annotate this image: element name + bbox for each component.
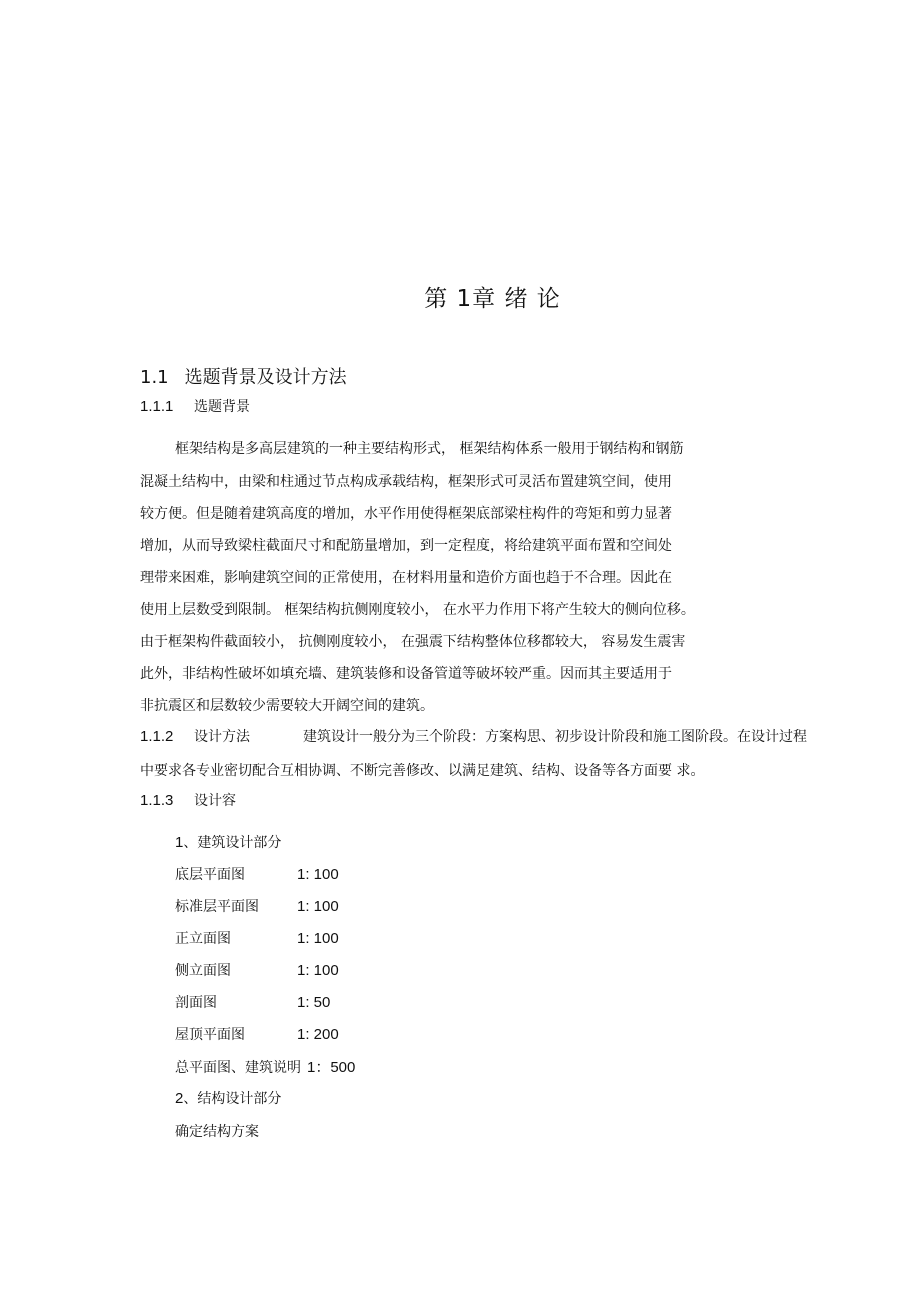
drawing-item <box>175 896 339 916</box>
site-plan-label: 总平面图、建筑说明 <box>175 1060 301 1076</box>
drawing-scale: 1: 100 <box>297 866 339 883</box>
chapter-title: 第 1章 绪 论 <box>424 286 561 312</box>
paragraph-line: 由于框架构件截面较小， 抗侧刚度较小， 在强震下结构整体位移都较大， 容易发生震害 <box>140 634 686 650</box>
drawing-scale: 1: 100 <box>297 930 339 947</box>
structure-part-number: 2 <box>175 1090 184 1107</box>
paragraph-line: 理带来困难，影响建筑空间的正常使用，在材料用量和造价方面也趋于不合理。因此在 <box>140 570 672 586</box>
drawing-scale: 1: 200 <box>297 1026 339 1043</box>
drawing-name: 剖面图 <box>175 995 217 1011</box>
section-1-1-1-number: 1.1.1 <box>140 398 174 415</box>
drawing-scale: 1: 50 <box>297 994 331 1011</box>
paragraph-line: 增加，从而导致梁柱截面尺寸和配筋量增加，到一定程度，将给建筑平面布置和空间处 <box>140 538 672 554</box>
section-1-1-heading <box>140 363 347 389</box>
section-1-1-1-title: 选题背景 <box>194 399 250 415</box>
architecture-part-title: 、建筑设计部分 <box>183 835 282 851</box>
drawing-name: 标准层平面图 <box>175 899 259 915</box>
site-plan-item <box>175 1056 355 1077</box>
paragraph-line: 中要求各专业密切配合互相协调、不断完善修改、以满足建筑、结构、设备等各方面要 求。 <box>140 763 705 779</box>
section-1-1-1-heading <box>140 396 250 416</box>
section-1-1-2-title: 设计方法 <box>194 729 250 745</box>
drawing-scale: 1: 100 <box>297 962 339 979</box>
paragraph-line: 框架结构是多高层建筑的一种主要结构形式， 框架结构体系一般用于钢结构和钢筋 <box>175 441 684 457</box>
section-1-1-number: 1.1 <box>140 367 169 388</box>
section-1-1-2-heading <box>140 726 807 746</box>
section-1-1-3-number: 1.1.3 <box>140 792 174 809</box>
drawing-item <box>175 864 339 884</box>
drawing-scale: 1: 100 <box>297 898 339 915</box>
drawing-item <box>175 1024 339 1044</box>
drawing-name: 侧立面图 <box>175 963 231 979</box>
structure-part-title: 、结构设计部分 <box>183 1091 282 1107</box>
drawing-item <box>175 960 339 980</box>
section-1-1-2-number: 1.1.2 <box>140 728 174 745</box>
paragraph-line: 较方便。但是随着建筑高度的增加，水平作用使得框架底部梁柱构件的弯矩和剪力显著 <box>140 506 672 522</box>
section-1-1-3-title: 设计容 <box>194 793 236 809</box>
paragraph-line: 非抗震区和层数较少需要较大开阔空间的建筑。 <box>140 698 434 714</box>
drawing-item <box>175 928 339 948</box>
structure-part-heading <box>175 1088 281 1108</box>
section-1-1-3-heading <box>140 790 236 810</box>
paragraph-line: 使用上层数受到限制。 框架结构抗侧刚度较小， 在水平力作用下将产生较大的侧向位移。 <box>140 602 695 618</box>
architecture-part-number: 1 <box>175 834 184 851</box>
structure-item: 确定结构方案 <box>175 1124 259 1140</box>
site-plan-scale: 1：500 <box>307 1059 356 1076</box>
drawing-name: 底层平面图 <box>175 867 245 883</box>
drawing-item <box>175 992 330 1012</box>
section-1-1-2-text: 建筑设计一般分为三个阶段：方案构思、初步设计阶段和施工图阶段。在设计过程 <box>303 729 807 745</box>
paragraph-line: 此外，非结构性破坏如填充墙、建筑装修和设备管道等破坏较严重。因而其主要适用于 <box>140 666 672 682</box>
architecture-part-heading <box>175 832 281 852</box>
section-1-1-title: 选题背景及设计方法 <box>184 367 347 388</box>
drawing-name: 屋顶平面图 <box>175 1027 245 1043</box>
paragraph-line: 混凝土结构中，由梁和柱通过节点构成承载结构，框架形式可灵活布置建筑空间，使用 <box>140 474 672 490</box>
drawing-name: 正立面图 <box>175 931 231 947</box>
